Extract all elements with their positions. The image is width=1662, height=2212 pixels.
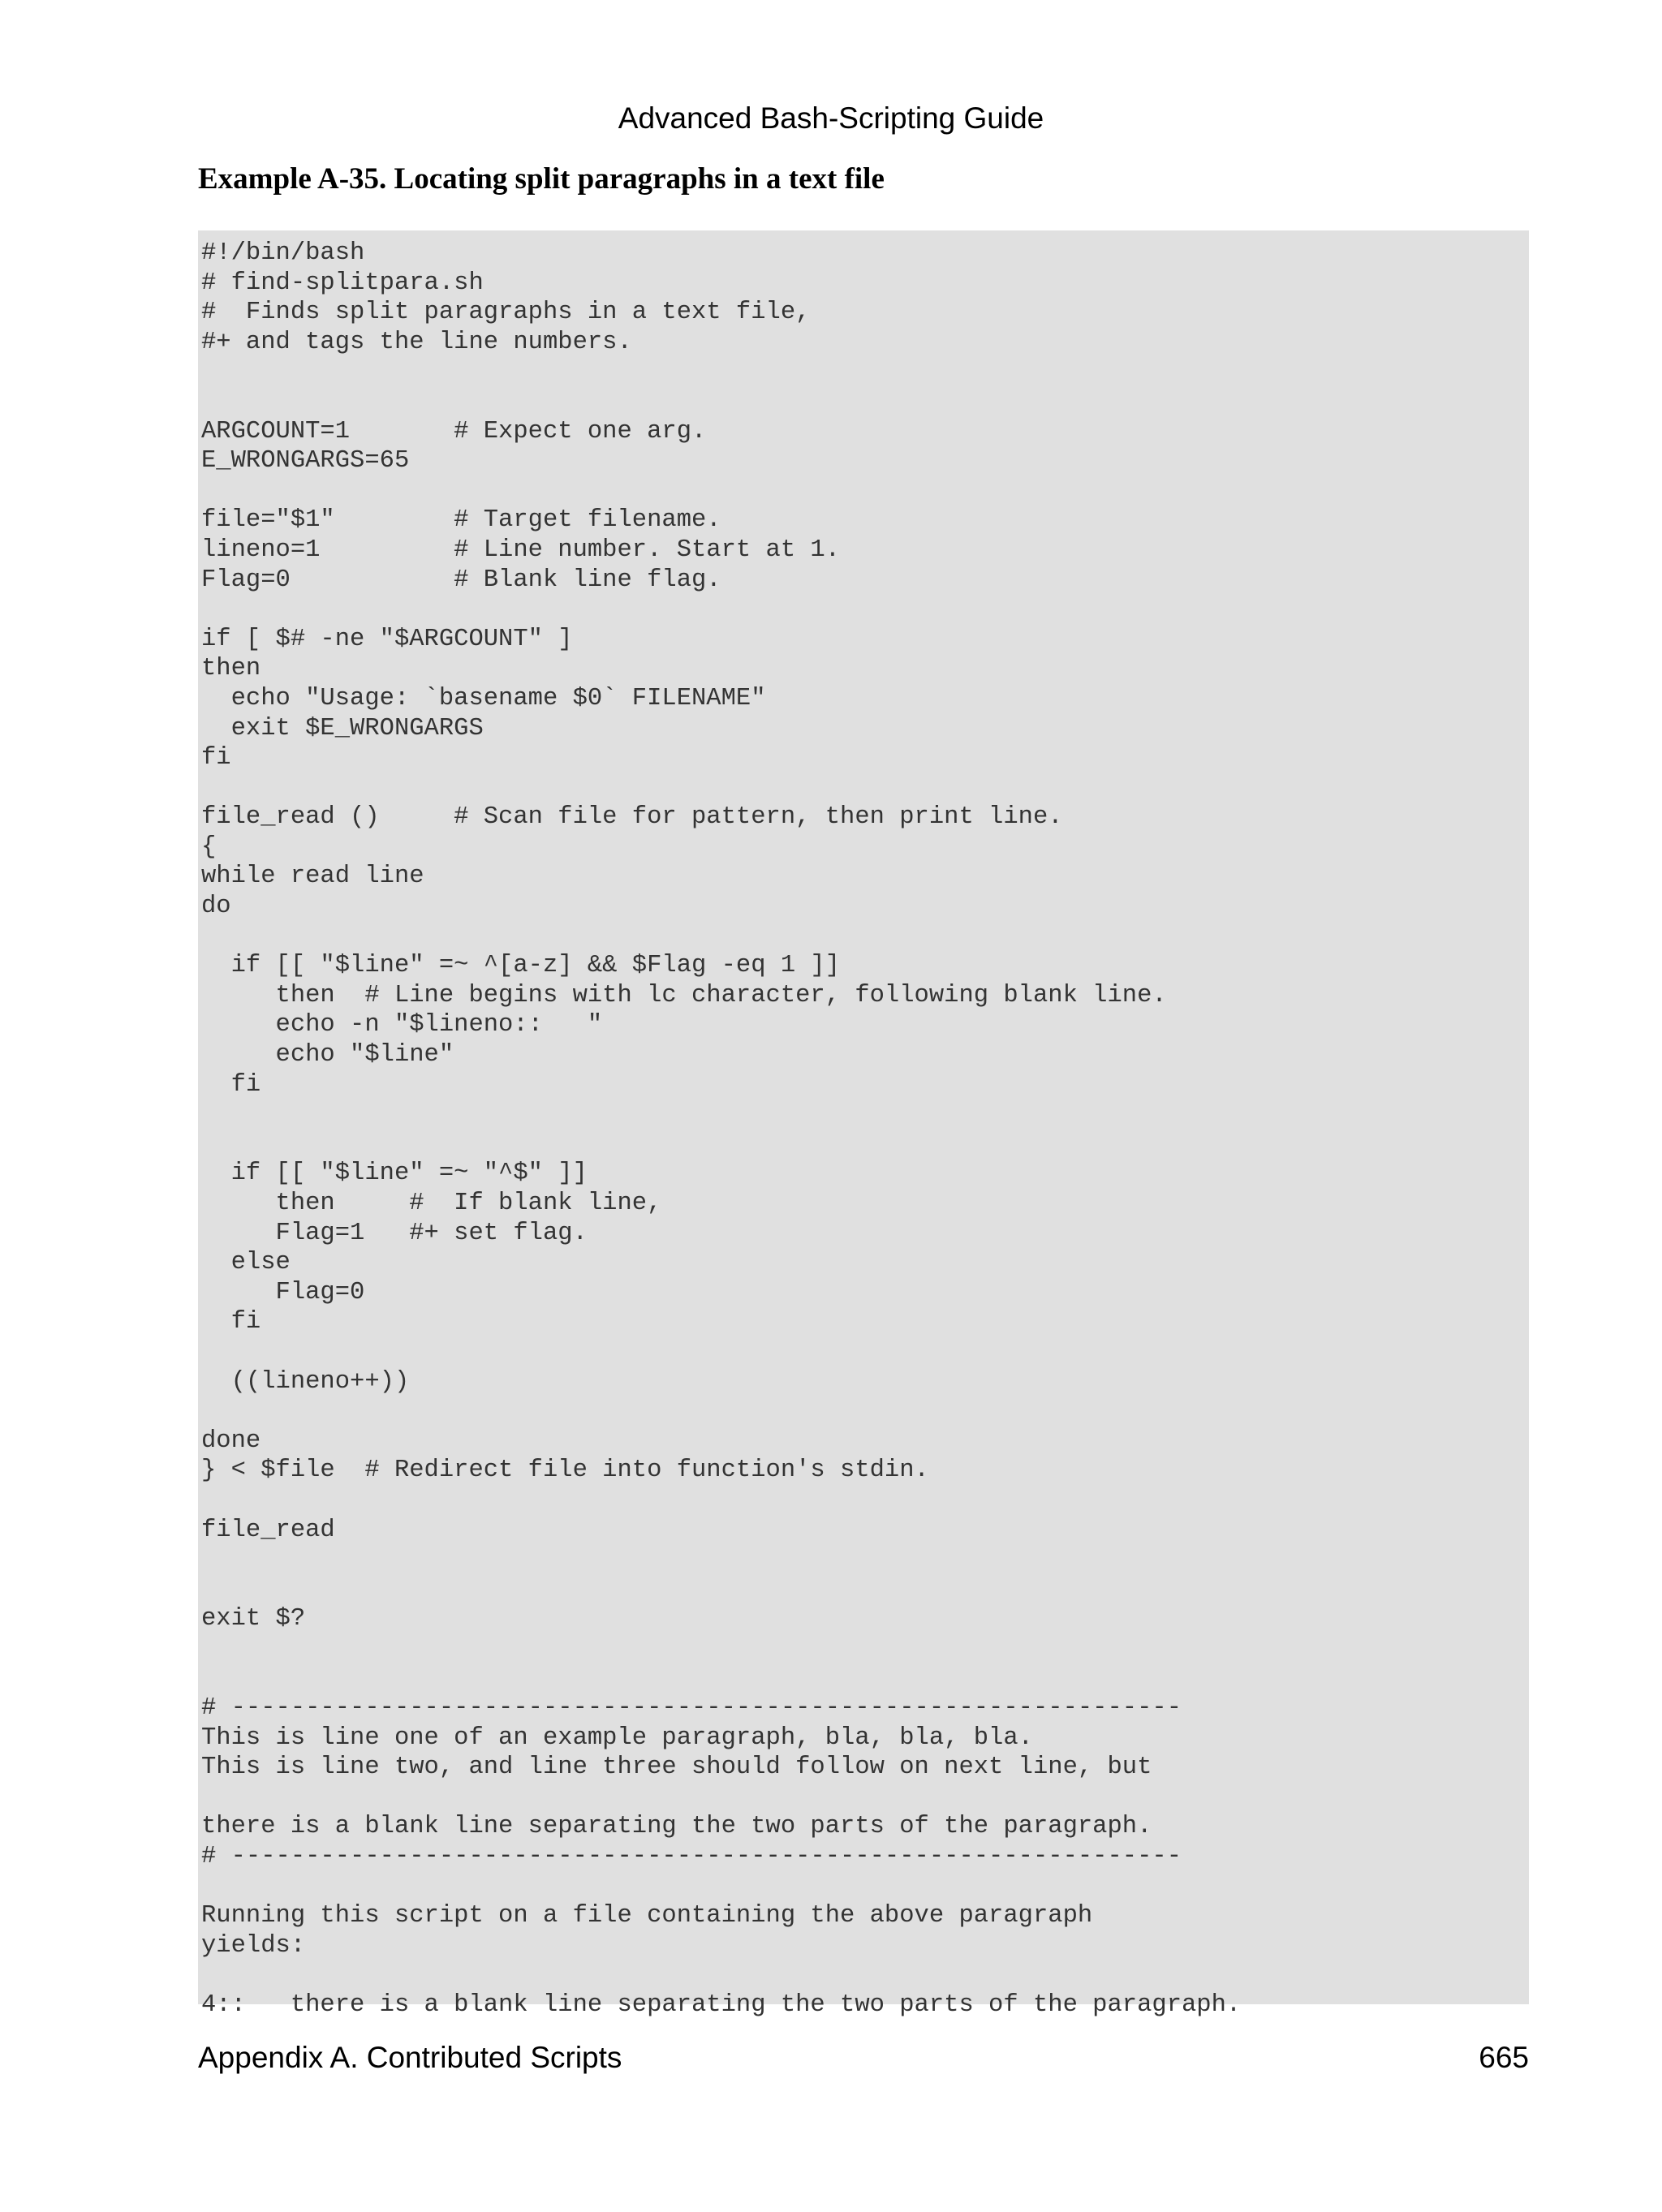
page-footer [198,2038,1529,2078]
footer-section-title: Appendix A. Contributed Scripts [198,2041,622,2074]
page-number: 665 [1479,2041,1529,2074]
code-listing: #!/bin/bash # find-splitpara.sh # Finds split paragraphs in a text file, #+ and tags the line numbers. ARGCOUNT=1 # Expect one arg. E_WRONGARGS=65 file="$1" # Target filename. lineno=1 # Line number. Start at 1. Flag=0 # Blank line flag. if [ $# -ne "$ARGCOUNT" ] then echo "Usage: `basename $0` FILENAME" exit $E_WRONGARGS fi file_read () # Scan file for pattern, then print line. { while read line do if [[ "$line" =~ ^[a-z] && $Flag -eq 1 ]] then # Line begins with lc character, following blank line. echo -n "$lineno:: " echo "$line" fi if [[ "$line" =~ "^$" ]] then # If blank line, Flag=1 #+ set flag. else Flag=0 fi ((lineno++)) done } < $file # Redirect file into function's stdin. file_read exit $? # ---------------------------------------------------------------- This is line one of an example paragraph, bla, bla, bla. This is line two, and line three should follow on next line, but there is a blank line separating the two parts of the paragraph. # ---------------------------------------------------------------- Running this script on a file containing the above paragraph yields: 4:: there is a blank line separating the two parts of the paragraph. [201,239,1242,2020]
code-block [198,230,1529,2020]
page-header: Advanced Bash-Scripting Guide [618,101,1044,135]
example-title: Example A-35. Locating split paragraphs in a text file [198,162,885,196]
